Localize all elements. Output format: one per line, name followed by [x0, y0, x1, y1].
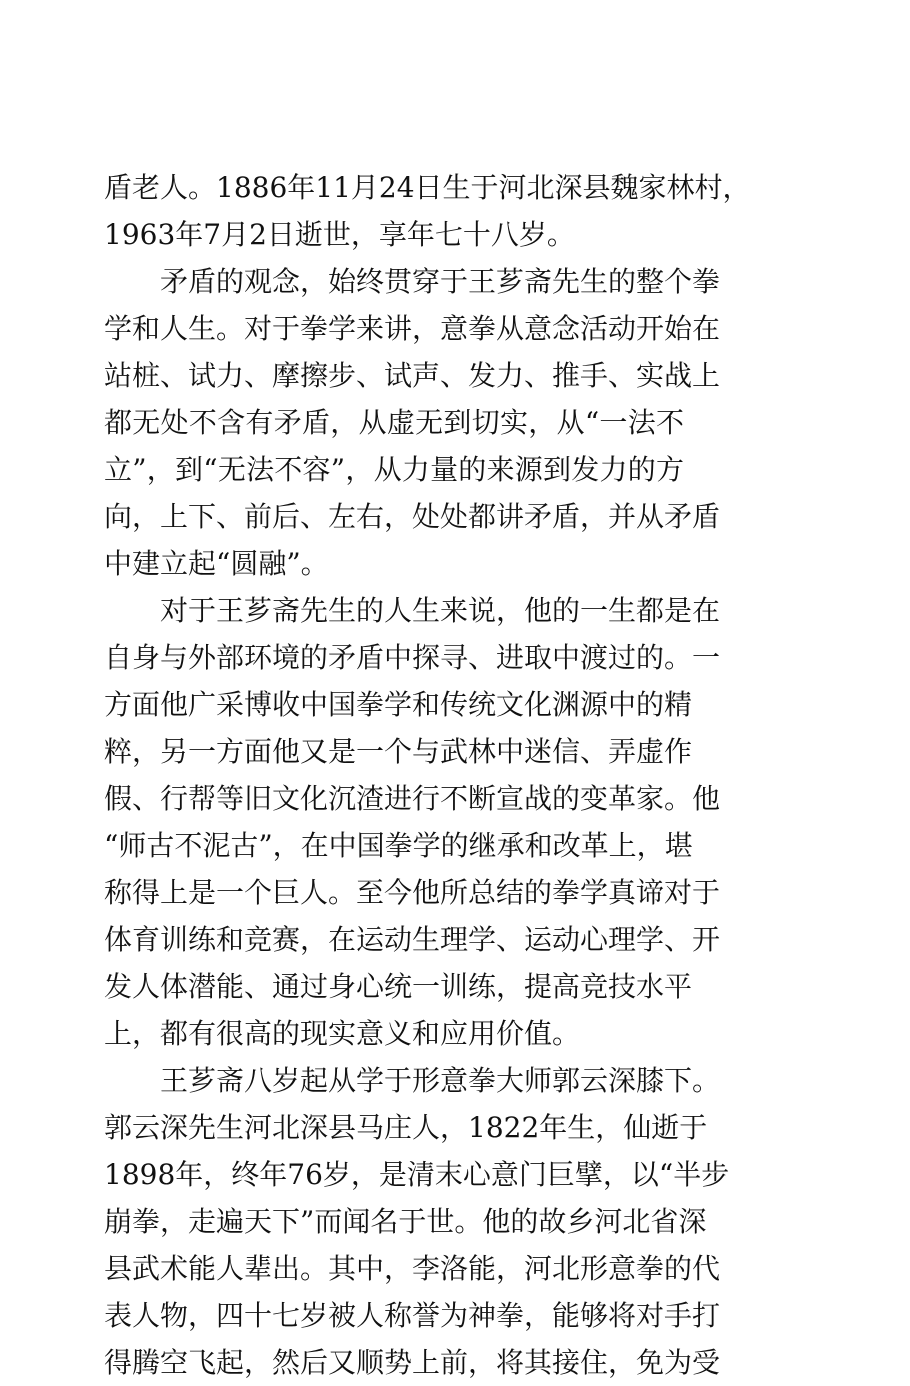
text-line: 假、行帮等旧文化沉渣进行不断宣战的变革家。他 [104, 782, 721, 815]
paragraph-first-line: 对于王芗斋先生的人生来说，他的一生都是在 [160, 594, 721, 627]
text-line: 1963年7月2日逝世，享年七十八岁。 [104, 218, 575, 251]
text-line: 自身与外部环境的矛盾中探寻、进取中渡过的。一 [104, 641, 721, 674]
text-line: 上，都有很高的现实意义和应用价值。 [104, 1017, 581, 1050]
text-line: 方面他广采博收中国拳学和传统文化渊源中的精 [104, 688, 693, 721]
paragraph-first-line: 王芗斋八岁起从学于形意拳大师郭云深膝下。 [160, 1064, 721, 1097]
text-line: “师古不泥古”，在中国拳学的继承和改革上，堪 [104, 829, 693, 862]
paragraph-first-line: 矛盾的观念，始终贯穿于王芗斋先生的整个拳 [160, 265, 721, 298]
text-line: 立”，到“无法不容”，从力量的来源到发力的方 [104, 453, 684, 486]
text-line: 体育训练和竞赛，在运动生理学、运动心理学、开 [104, 923, 721, 956]
text-line: 得腾空飞起，然后又顺势上前，将其接住，免为受 [104, 1346, 721, 1379]
text-line: 向，上下、前后、左右，处处都讲矛盾，并从矛盾 [104, 500, 721, 533]
text-line: 粹，另一方面他又是一个与武林中迷信、弄虚作 [104, 735, 693, 768]
text-line: 盾老人。1886年11月24日生于河北深县魏家林村， [104, 171, 751, 204]
text-line: 都无处不含有矛盾，从虚无到切实，从“一法不 [104, 406, 684, 439]
text-line: 中建立起“圆融”。 [104, 547, 329, 580]
text-line: 发人体潜能、通过身心统一训练，提高竞技水平 [104, 970, 693, 1003]
text-line: 郭云深先生河北深县马庄人，1822年生，仙逝于 [104, 1111, 708, 1144]
text-line: 称得上是一个巨人。至今他所总结的拳学真谛对于 [104, 876, 721, 909]
body-text [104, 164, 751, 1386]
text-line: 县武术能人辈出。其中，李洛能，河北形意拳的代 [104, 1252, 721, 1285]
text-line: 1898年，终年76岁，是清末心意门巨擘，以“半步 [104, 1158, 730, 1191]
text-line: 表人物，四十七岁被人称誉为神拳，能够将对手打 [104, 1299, 721, 1332]
text-line: 崩拳，走遍天下”而闻名于世。他的故乡河北省深 [104, 1205, 707, 1238]
text-line: 站桩、试力、摩擦步、试声、发力、推手、实战上 [104, 359, 721, 392]
text-line: 学和人生。对于拳学来讲，意拳从意念活动开始在 [104, 312, 721, 345]
